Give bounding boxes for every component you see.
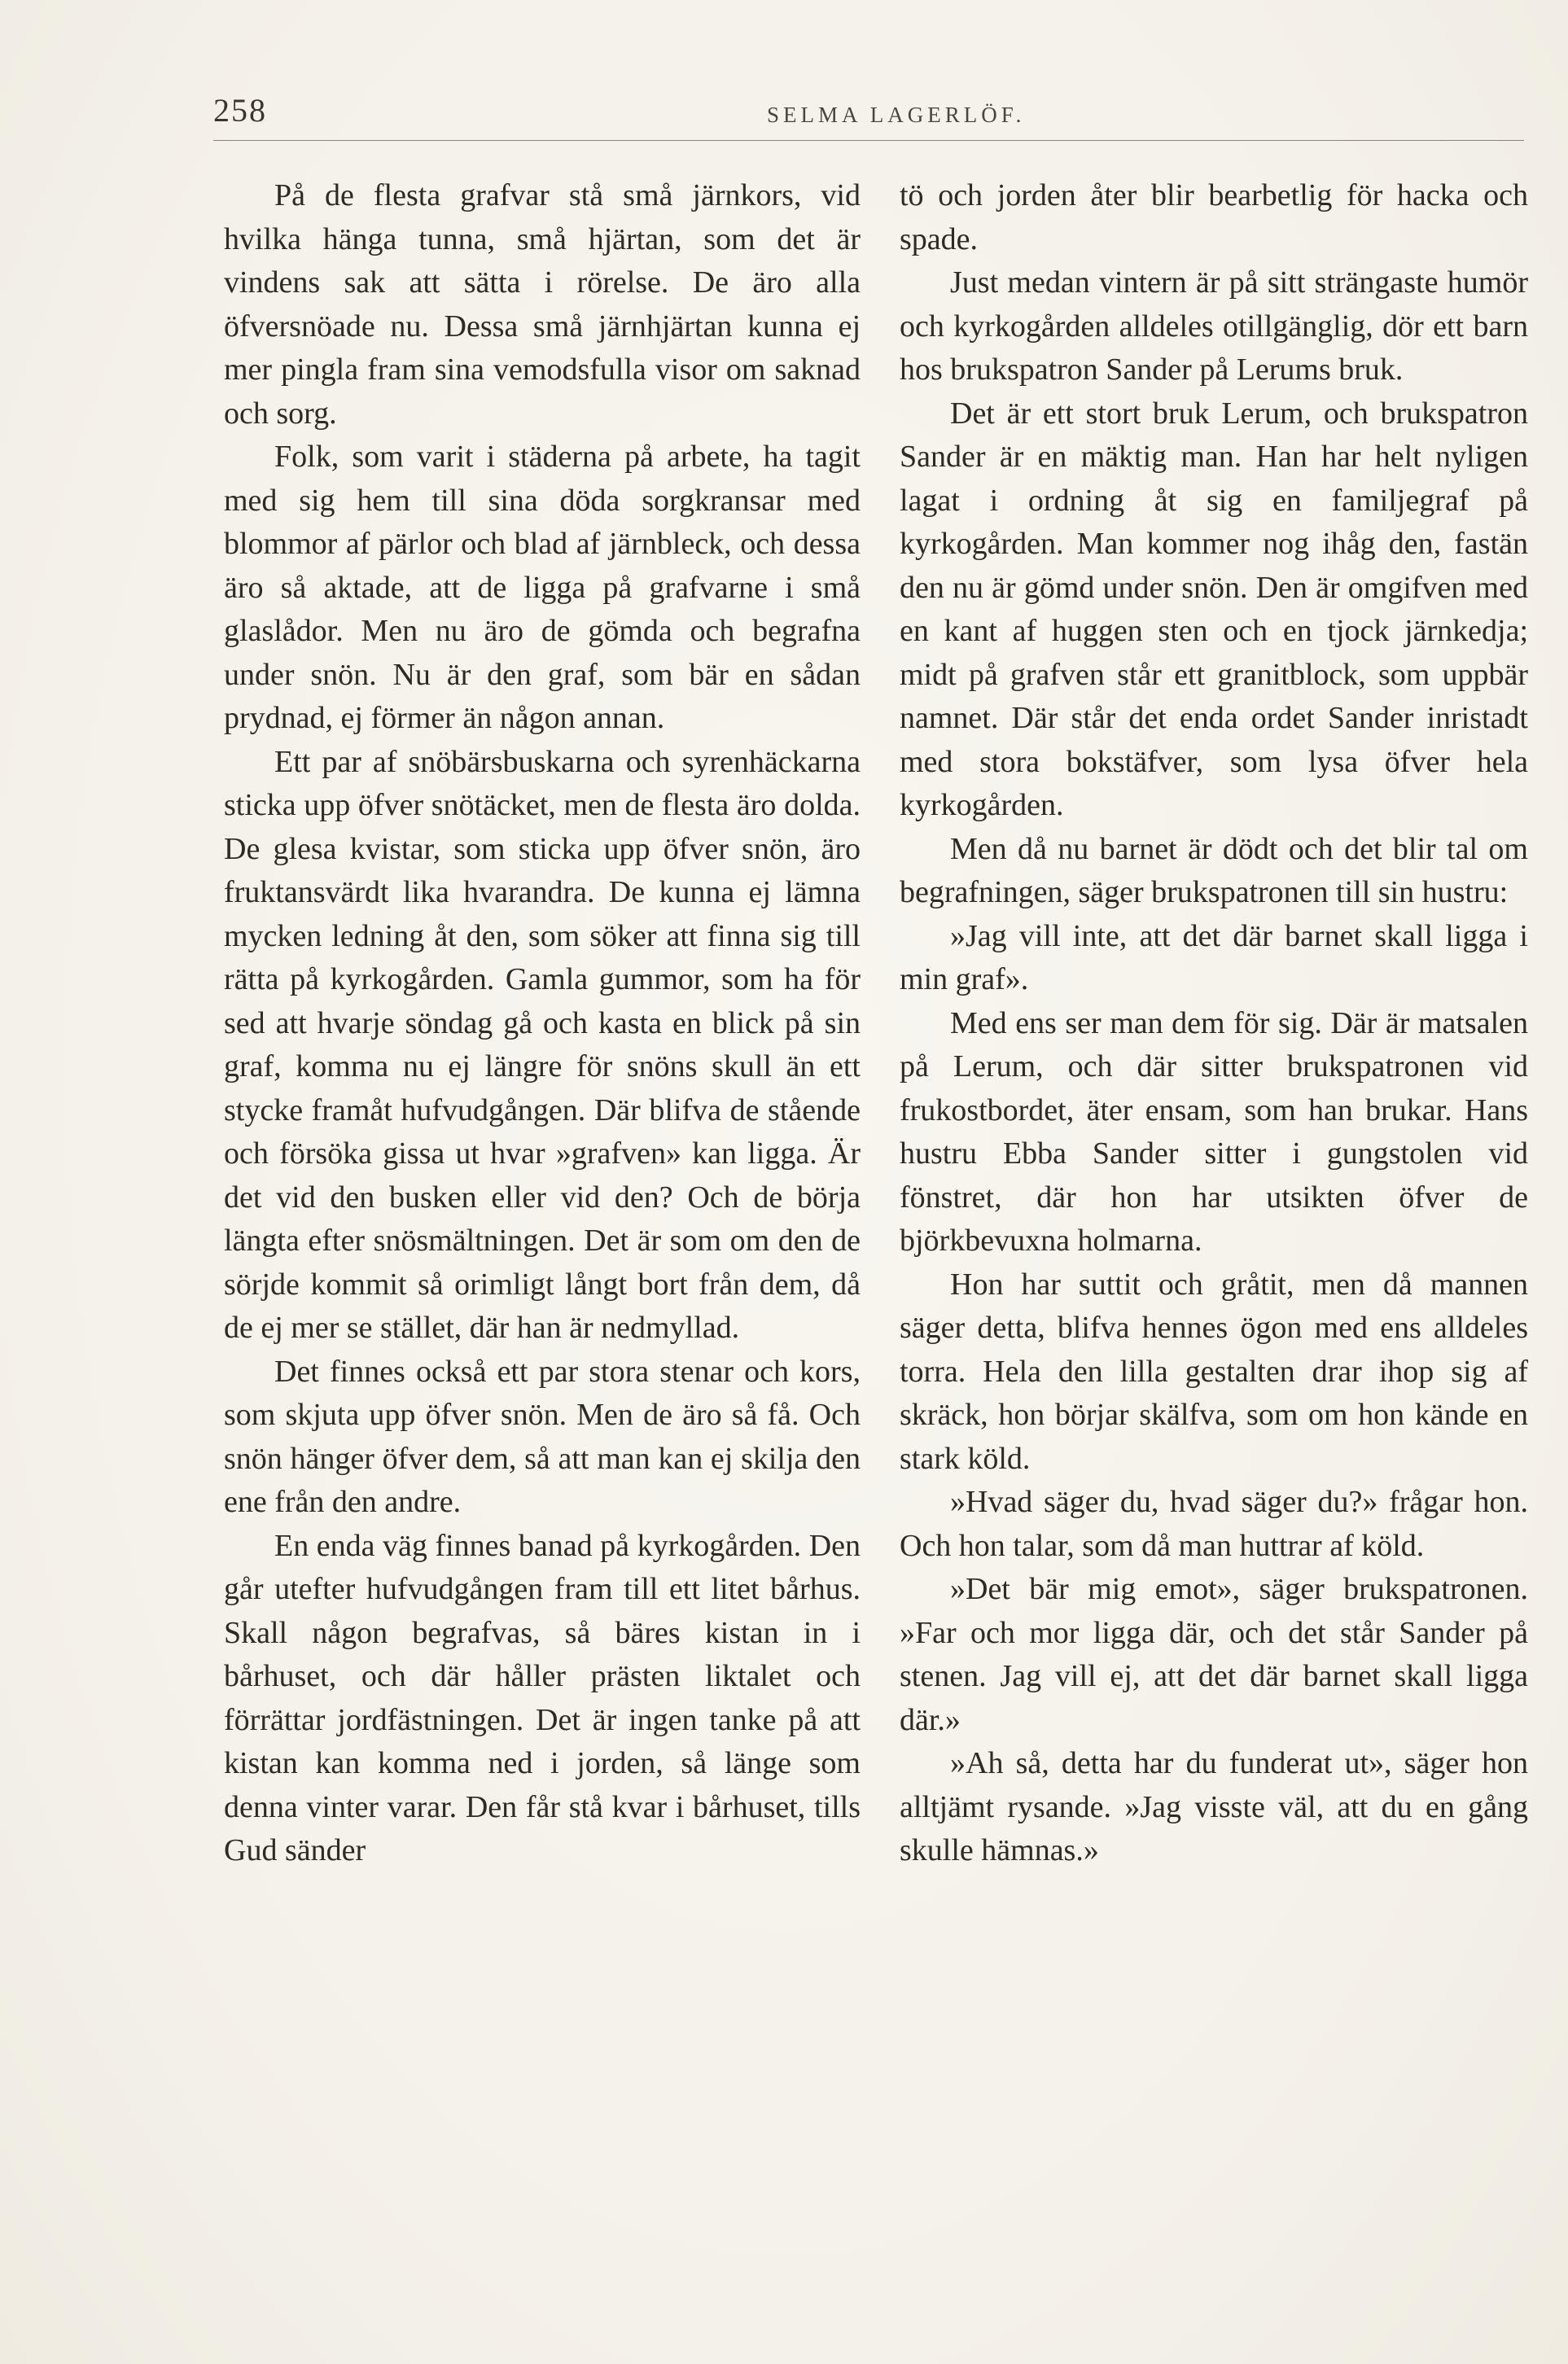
paragraph: Det är ett stort bruk Lerum, och brukspatron Sander är en mäktig man. Han har helt nyligen lagat i ordning åt sig en familjegraf på kyrkogården. Man kommer nog ihåg den, fastän den nu är gömd under snön. Den är omgifven med en kant af huggen sten och en tjock järnkedja; midt på grafven står ett granitblock, som uppbär namnet. Där står det enda ordet Sander inristadt med stora bokstäfver, som lysa öfver hela kyrkogården. [900, 396, 1528, 822]
paragraph: Hon har suttit och gråtit, men då mannen säger detta, blifva hennes ögon med ens alldeles torra. Hela den lilla gestalten drar ihop sig af skräck, hon börjar skälfva, som om hon kände en stark köld. [900, 1267, 1528, 1476]
paragraph: »Hvad säger du, hvad säger du?» frågar hon. Och hon talar, som då man huttrar af köld. [900, 1485, 1528, 1563]
paragraph: »Det bär mig emot», säger brukspatronen. »Far och mor ligga där, och det står Sander på stenen. Jag vill ej, att det där barnet skall ligga där.» [900, 1572, 1528, 1737]
paragraph: Ett par af snöbärsbuskarna och syrenhäckarna sticka upp öfver snötäcket, men de flesta äro dolda. De glesa kvistar, som sticka upp öfver snön, äro fruktansvärdt lika hvarandra. De kunna ej lämna mycken ledning åt den, som söker att finna sig till rätta på kyrkogården. Gamla gummor, som ha för sed att hvarje söndag gå och kasta en blick på sin graf, komma nu ej längre för snöns skull än ett stycke framåt hufvudgången. Där blifva de stående och försöka gissa ut hvar »grafven» kan ligga. Är det vid den busken eller vid den? Och de börja längta efter snösmältningen. Det är som om den de sörjde kommit så orimligt långt bort från dem, då de ej mer se stället, där han är nedmyllad. [224, 744, 861, 1345]
header-rule [213, 140, 1524, 141]
paragraph-continued: tö och jorden åter blir bearbetlig för hacka och spade. [900, 178, 1528, 256]
paragraph: »Jag vill inte, att det där barnet skall ligga i min graf». [900, 918, 1528, 996]
page-header [213, 91, 1516, 140]
paragraph: Folk, som varit i städerna på arbete, ha tagit med sig hem till sina döda sorgkransar med blommor af pärlor och blad af järnbleck, och dessa äro så aktade, att de ligga på grafvarne i små glaslådor. Men nu äro de gömda och begrafna under snön. Nu är den graf, som bär en sådan prydnad, ej förmer än någon annan. [224, 440, 861, 735]
paragraph: »Ah så, detta har du funderat ut», säger hon alltjämt rysande. »Jag visste väl, att du en gång skulle hämnas.» [900, 1746, 1528, 1867]
paragraph: Med ens ser man dem för sig. Där är matsalen på Lerum, och där sitter brukspatronen vid frukostbordet, äter ensam, som han brukar. Hans hustru Ebba Sander sitter i gungstolen vid fönstret, där hon har utsikten öfver de björkbevuxna holmarna. [900, 1005, 1528, 1258]
page-number: 258 [213, 92, 267, 129]
running-head: SELMA LAGERLÖF. [767, 103, 1026, 127]
paragraph: På de flesta grafvar stå små järnkors, vid hvilka hänga tunna, små hjärtan, som det är vindens sak att sätta i rörelse. De äro alla öfversnöade nu. Dessa små järnhjärtan kunna ej mer pingla fram sina vemodsfulla visor om saknad och sorg. [224, 178, 861, 431]
right-column [900, 174, 1528, 1873]
paragraph: Just medan vintern är på sitt strängaste humör och kyrkogården alldeles otillgänglig, dör ett barn hos brukspatron Sander på Lerums bruk. [900, 265, 1528, 387]
left-column [224, 174, 861, 1873]
paragraph: Det finnes också ett par stora stenar och kors, som skjuta upp öfver snön. Men de äro så få. Och snön hänger öfver dem, så att man kan ej skilja den ene från den andre. [224, 1354, 861, 1519]
paragraph: Men då nu barnet är dödt och det blir tal om begrafningen, säger brukspatronen till sin hustru: [900, 831, 1528, 909]
paragraph: En enda väg finnes banad på kyrkogården. Den går utefter hufvudgången fram till ett litet bårhus. Skall någon begrafvas, så bäres kistan in i bårhuset, och där håller prästen liktalet och förrättar jordfästningen. Det är ingen tanke på att kistan kan komma ned i jorden, så länge som denna vinter varar. Den får stå kvar i bårhuset, tills Gud sänder [224, 1528, 861, 1867]
